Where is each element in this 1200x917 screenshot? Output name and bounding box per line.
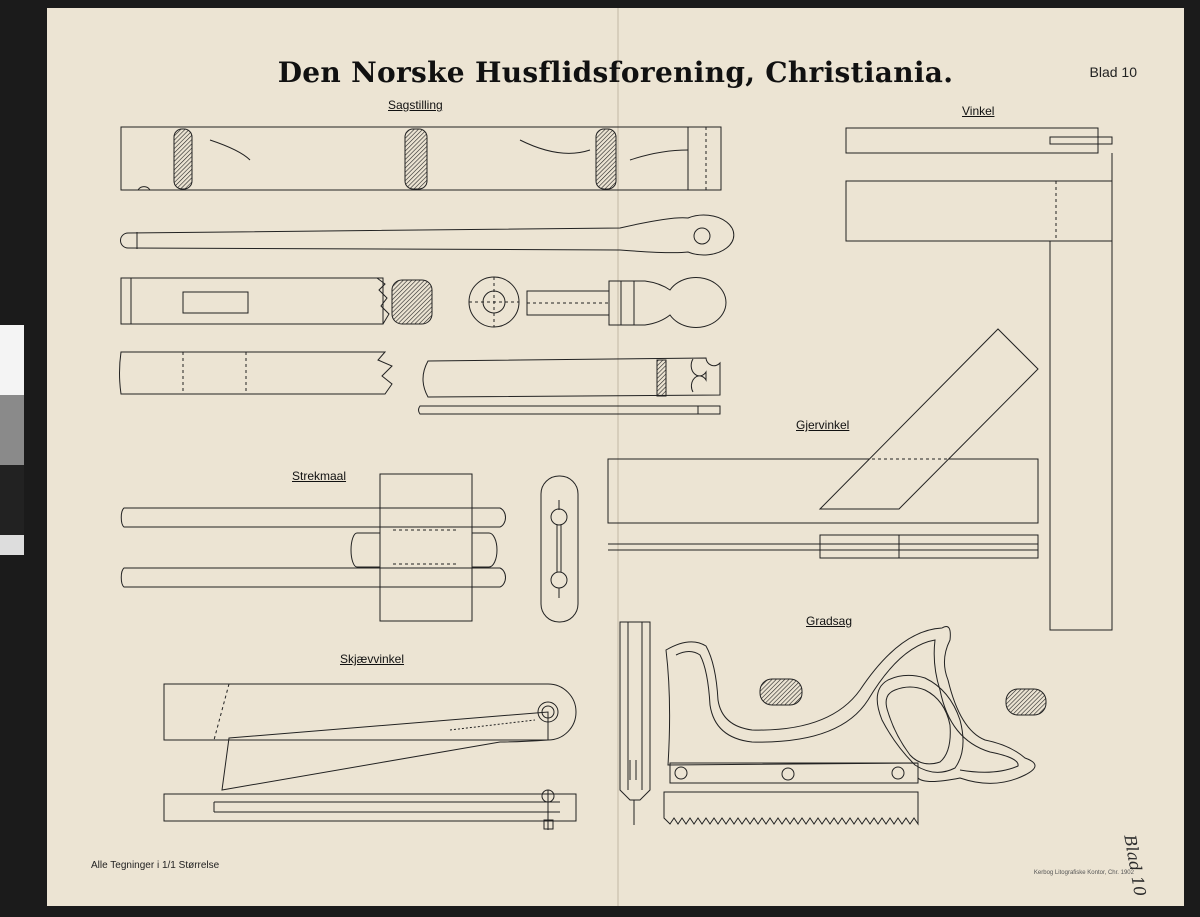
label-skjaevvinkel: Skjævvinkel xyxy=(340,652,405,666)
label-gjervinkel: Gjervinkel xyxy=(796,418,850,432)
footer-scale-note: Alle Tegninger i 1/1 Størrelse xyxy=(91,860,220,871)
gjervinkel-drawing xyxy=(608,329,1038,558)
handwritten-note: Blad 10 xyxy=(1120,833,1150,898)
label-strekmaal: Strekmaal xyxy=(292,469,347,483)
poster-title: Den Norske Husflidsforening, Christiania. xyxy=(277,56,954,89)
label-vinkel: Vinkel xyxy=(962,104,995,118)
sheet-number: Blad 10 xyxy=(1089,64,1137,80)
printer-imprint: Kerbog Litografiske Kontor, Chr. 1902 xyxy=(1033,870,1134,876)
strekmaal-drawing xyxy=(121,474,578,622)
label-sagstilling: Sagstilling xyxy=(388,98,443,112)
gradsag-drawing xyxy=(620,622,1046,825)
skjaevvinkel-drawing xyxy=(164,684,576,830)
sagstilling-drawing xyxy=(120,127,734,414)
label-gradsag: Gradsag xyxy=(806,614,853,628)
